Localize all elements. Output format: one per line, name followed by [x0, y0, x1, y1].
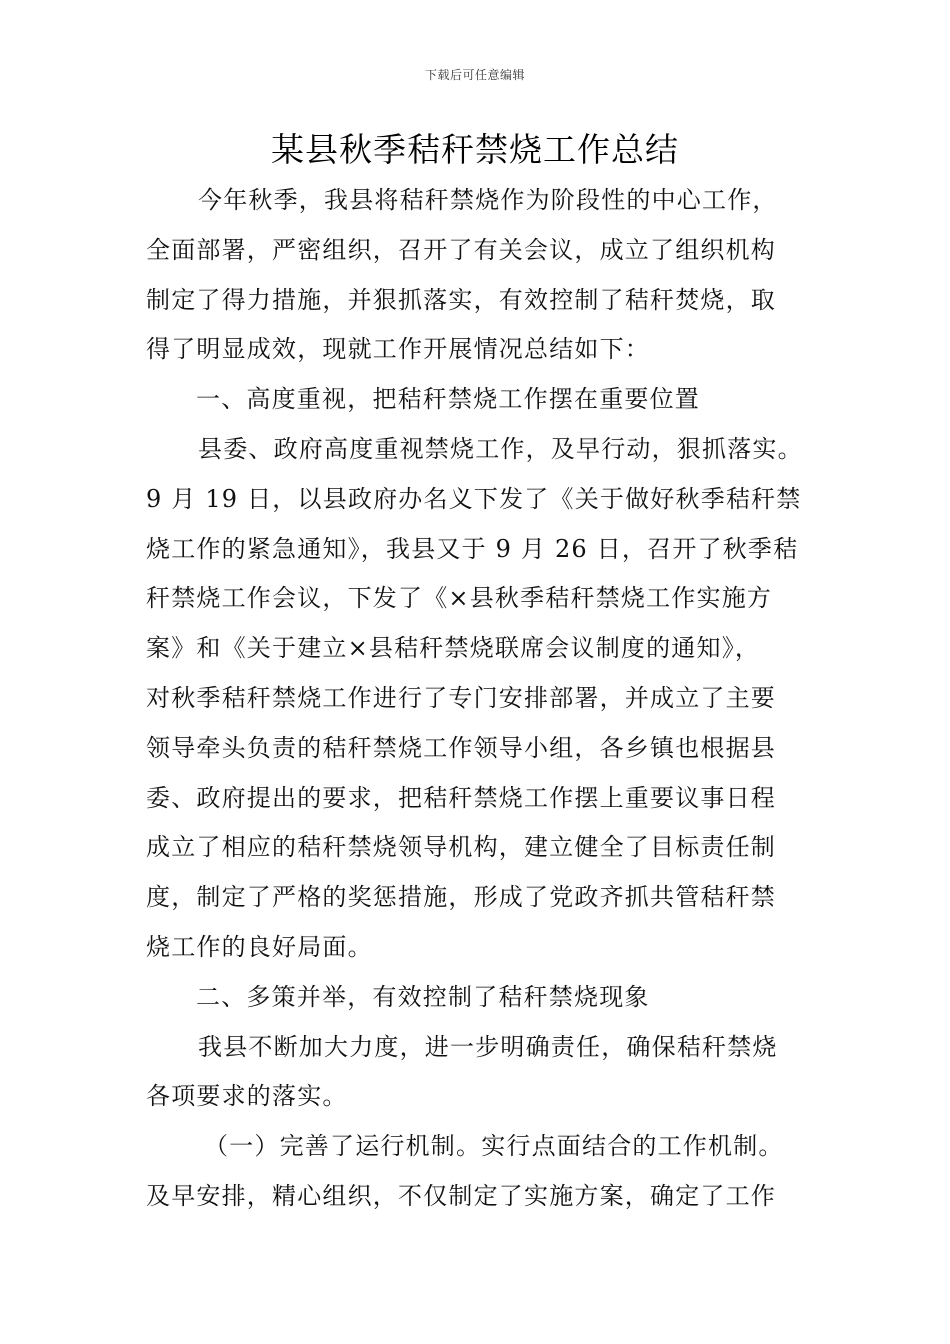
- paragraph-line: 全面部署，严密组织，召开了有关会议，成立了组织机构: [146, 235, 776, 264]
- document-title: 某县秋季秸秆禁烧工作总结: [271, 130, 679, 169]
- paragraph-line: 制定了得力措施，并狠抓落实，有效控制了秸秆焚烧，取: [146, 285, 776, 314]
- paragraph-line: 烧工作的良好局面。: [146, 932, 373, 961]
- paragraph-line: 成立了相应的秸秆禁烧领导机构，建立健全了目标责任制: [146, 833, 776, 862]
- paragraph-line: 秆禁烧工作会议，下发了《×县秋季秸秆禁烧工作实施方: [146, 584, 773, 613]
- paragraph-line: 委、政府提出的要求，把秸秆禁烧工作摆上重要议事日程: [146, 783, 776, 812]
- document-body: [146, 176, 826, 1222]
- paragraph-line: 及早安排，精心组织，不仅制定了实施方案，确定了工作: [146, 1181, 776, 1210]
- paragraph-line: 领导牵头负责的秸秆禁烧工作领导小组，各乡镇也根据县: [146, 733, 776, 762]
- paragraph-line: 度，制定了严格的奖惩措施，形成了党政齐抓共管秸秆禁: [146, 883, 776, 912]
- paragraph-line: 对秋季秸秆禁烧工作进行了专门安排部署，并成立了主要: [146, 683, 776, 712]
- section-heading: 二、多策并举，有效控制了秸秆禁烧现象: [196, 982, 650, 1011]
- paragraph-line: 今年秋季，我县将秸秆禁烧作为阶段性的中心工作，: [198, 186, 778, 214]
- paragraph-line: 得了明显成效，现就工作开展情况总结如下：: [146, 335, 650, 364]
- paragraph-line: 烧工作的紧急通知》，我县又于 9 月 26 日，召开了秋季秸: [146, 534, 799, 563]
- paragraph-line: 我县不断加大力度，进一步明确责任，确保秸秆禁烧: [198, 1032, 778, 1061]
- paragraph-line: 9 月 19 日，以县政府办名义下发了《关于做好秋季秸秆禁: [146, 484, 802, 513]
- subsection-line: （一）完善了运行机制。实行点面结合的工作机制。: [204, 1132, 784, 1161]
- paragraph-line: 各项要求的落实。: [146, 1082, 348, 1111]
- section-heading: 一、高度重视，把秸秆禁烧工作摆在重要位置: [196, 385, 700, 414]
- header-note: 下载后可任意编辑: [424, 68, 525, 82]
- paragraph-line: 县委、政府高度重视禁烧工作，及早行动，狠抓落实。: [198, 434, 803, 463]
- paragraph-line: 案》和《关于建立×县秸秆禁烧联席会议制度的通知》，: [146, 634, 761, 663]
